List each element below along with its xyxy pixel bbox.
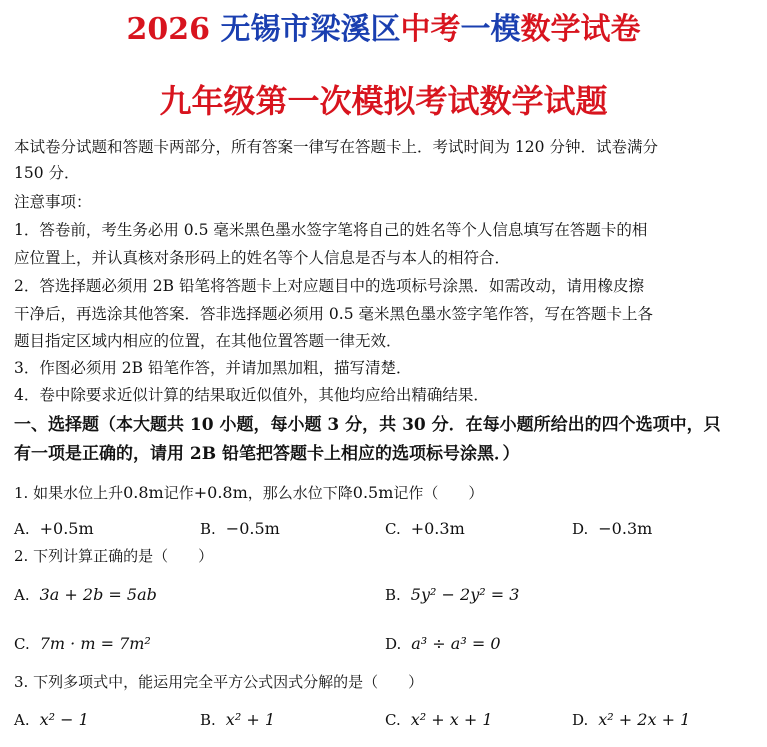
option-label: B. <box>385 586 401 604</box>
title-year: 2026 <box>126 12 211 47</box>
q1-value-3: 0.5m <box>352 483 394 502</box>
option-label: D. <box>385 635 402 653</box>
q2-option-b <box>385 585 519 605</box>
option-text: x² + x + 1 <box>410 710 493 729</box>
title-subject: 数学试卷 <box>520 12 641 47</box>
document-title <box>0 4 767 48</box>
option-text: +0.5m <box>39 519 94 538</box>
q2-option-c <box>14 634 151 654</box>
option-label: B. <box>200 711 216 729</box>
option-text: a³ ÷ a³ = 0 <box>411 634 501 653</box>
note-2c: 题目指定区域内相应的位置，在其他位置答题一律无效． <box>14 332 402 350</box>
option-label: C. <box>14 635 30 653</box>
question-2-stem: 2. 下列计算正确的是（ ） <box>14 547 214 565</box>
q1-text-b: 记作 <box>163 484 194 502</box>
q2-option-d <box>385 634 501 654</box>
intro-line-2: 150 分． <box>14 164 80 182</box>
q1-text-d: 记作（ ） <box>393 484 484 502</box>
note-4: 4．卷中除要求近似计算的结果取近似值外，其他均应给出精确结果． <box>14 386 489 404</box>
note-3: 3．作图必须用 2B 铅笔作答，并请加黑加粗，描写清楚． <box>14 359 412 377</box>
q1-option-a <box>14 519 94 539</box>
option-label: B. <box>200 520 216 538</box>
q3-option-c <box>385 710 493 730</box>
section-heading-line-2: 有一项是正确的，请用 2B 铅笔把答题卡上相应的选项标号涂黑．） <box>14 444 520 464</box>
option-label: A. <box>14 711 30 729</box>
option-text: 7m · m = 7m² <box>39 634 151 653</box>
note-1b: 应位置上，并认真核对条形码上的姓名等个人信息是否与本人的相符合． <box>14 249 511 267</box>
q3-option-d <box>572 710 690 730</box>
document-subtitle: 九年级第一次模拟考试数学试题 <box>159 82 608 120</box>
option-label: C. <box>385 520 401 538</box>
option-text: x² + 2x + 1 <box>598 710 691 729</box>
q1-option-d <box>572 519 652 539</box>
intro-line-1: 本试卷分试题和答题卡两部分，所有答案一律写在答题卡上．考试时间为 120 分钟．试卷满分 <box>14 138 658 156</box>
option-text: x² + 1 <box>225 710 275 729</box>
q1-value-1: 0.8m <box>123 483 164 502</box>
q1-option-c <box>385 519 465 539</box>
option-label: C. <box>385 711 401 729</box>
option-text: −0.5m <box>225 519 280 538</box>
q2-option-a <box>14 585 157 605</box>
option-text: +0.3m <box>410 519 465 538</box>
q1-text-a: 1. 如果水位上升 <box>14 484 124 502</box>
title-exam: 中考 <box>400 12 461 47</box>
section-heading-line-1: 一、选择题（本大题共 10 小题，每小题 3 分，共 30 分．在每小题所给出的四个选项中，只 <box>14 415 721 435</box>
option-label: D. <box>572 520 589 538</box>
title-region: 无锡市梁溪区 <box>220 12 401 47</box>
option-label: A. <box>14 586 30 604</box>
option-text: 5y² − 2y² = 3 <box>410 585 520 604</box>
question-3-stem: 3. 下列多项式中，能运用完全平方公式因式分解的是（ ） <box>14 673 424 691</box>
option-label: D. <box>572 711 589 729</box>
q3-option-b <box>200 710 275 730</box>
option-label: A. <box>14 520 30 538</box>
note-2b: 干净后，再选涂其他答案．答非选择题必须用 0.5 毫米黑色墨水签字笔作答，写在答题卡上各 <box>14 305 654 323</box>
option-text: −0.3m <box>598 519 653 538</box>
note-2a: 2．答选择题必须用 2B 铅笔将答题卡上对应题目中的选项标号涂黑．如需改动，请用橡皮擦 <box>14 277 644 295</box>
q1-option-b <box>200 519 280 539</box>
q1-text-c: ，那么水位下降 <box>247 484 353 502</box>
q3-option-a <box>14 710 89 730</box>
option-text: 3a + 2b = 5ab <box>39 585 157 604</box>
notes-heading: 注意事项： <box>14 193 92 211</box>
option-text: x² − 1 <box>39 710 89 729</box>
title-mock: 一模 <box>460 12 521 47</box>
q1-value-2: +0.8m <box>193 483 248 502</box>
question-1-stem <box>14 483 483 503</box>
note-1a: 1．答卷前，考生务必用 0.5 毫米黑色墨水签字笔将自己的姓名等个人信息填写在答题卡的相 <box>14 221 648 239</box>
